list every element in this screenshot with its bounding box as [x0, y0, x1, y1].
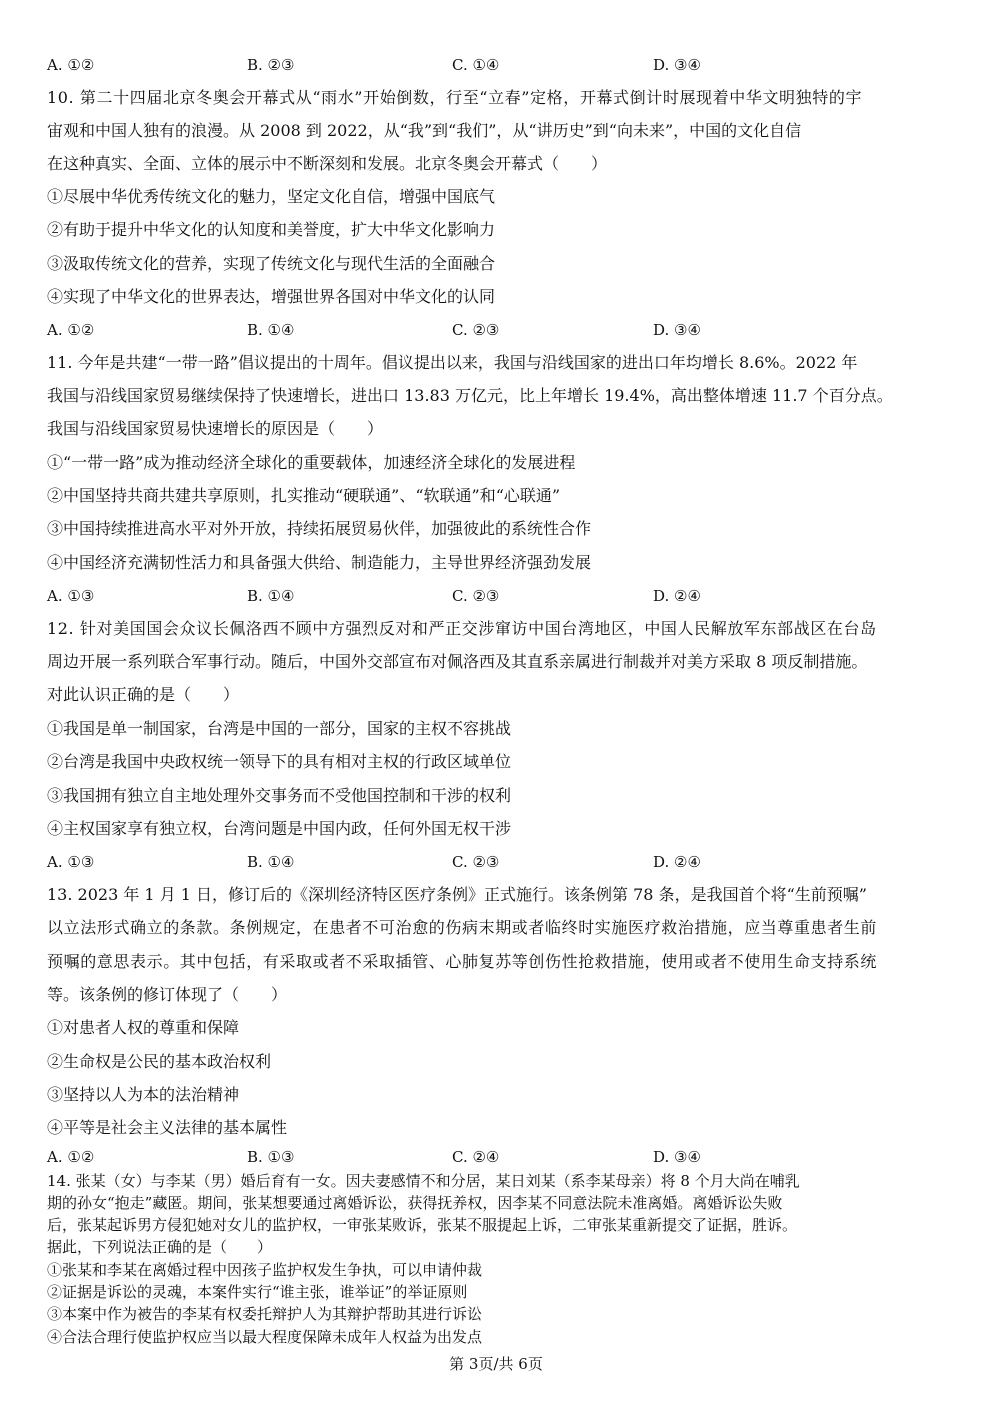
- q13-option-b: B. ①③: [247, 1148, 295, 1166]
- q10-statement-2: ②有助于提升中华文化的认知度和美誉度，扩大中华文化影响力: [47, 220, 496, 239]
- q11-stem-line-3: 我国与沿线国家贸易快速增长的原因是（ ）: [47, 419, 384, 438]
- q13-stem-line-1: 13. 2023 年 1 月 1 日，修订后的《深圳经济特区医疗条例》正式施行。该条例第 78 条，是我国首个将“生前预嘱”: [47, 885, 867, 904]
- q9-option-a: A. ①②: [47, 56, 95, 74]
- q10-statement-3: ③汲取传统文化的营养，实现了传统文化与现代生活的全面融合: [47, 254, 496, 273]
- q11-statement-4: ④中国经济充满韧性活力和具备强大供给、制造能力，主导世界经济强劲发展: [47, 553, 592, 572]
- q13-statement-3: ③坚持以人为本的法治精神: [47, 1085, 240, 1104]
- q13-statement-4: ④平等是社会主义法律的基本属性: [47, 1118, 288, 1137]
- q14-statement-3: ③本案中作为被告的李某有权委托辩护人为其辩护帮助其进行诉讼: [47, 1305, 483, 1323]
- q9-option-d: D. ③④: [653, 56, 701, 74]
- q13-option-a: A. ①②: [47, 1148, 95, 1166]
- q11-statement-3: ③中国持续推进高水平对外开放，持续拓展贸易伙伴，加强彼此的系统性合作: [47, 519, 592, 538]
- q10-option-a: A. ①②: [47, 321, 95, 339]
- q10-options: [47, 320, 947, 340]
- q10-option-b: B. ①④: [247, 321, 295, 339]
- q14-stem-line-1: 14. 张某（女）与李某（男）婚后育有一女。因夫妻感情不和分居，某日刘某（系李某母亲）将 8 个月大尚在哺乳: [47, 1172, 800, 1190]
- q11-option-d: D. ②④: [653, 587, 701, 605]
- q11-stem-line-2: 我国与沿线国家贸易继续保持了快速增长，进出口 13.83 万亿元，比上年增长 19.4%，高出整体增速 11.7 个百分点。: [47, 386, 893, 405]
- q10-stem-line-3: 在这种真实、全面、立体的展示中不断深刻和发展。北京冬奥会开幕式（ ）: [47, 154, 608, 173]
- q12-stem-line-2: 周边开展一系列联合军事行动。随后，中国外交部宣布对佩洛西及其直系亲属进行制裁并对美方采取 8 项反制措施。: [47, 652, 868, 671]
- q9-options: [47, 55, 947, 75]
- q12-option-a: A. ①③: [47, 853, 95, 871]
- q13-options: [47, 1147, 947, 1167]
- q14-stem-line-3: 后，张某起诉男方侵犯她对女儿的监护权，一审张某败诉，张某不服提起上诉，二审张某重新提交了证据，胜诉。: [47, 1216, 798, 1234]
- q12-statement-1: ①我国是单一制国家，台湾是中国的一部分，国家的主权不容挑战: [47, 719, 512, 738]
- q13-stem-line-4: 等。该条例的修订体现了（ ）: [47, 985, 288, 1004]
- q10-stem-line-1: 10. 第二十四届北京冬奥会开幕式从“雨水”开始倒数，行至“立春”定格，开幕式倒计时展现着中华文明独特的宇: [47, 88, 863, 107]
- q10-option-c: C. ②③: [452, 321, 500, 339]
- q13-stem-line-3: 预嘱的意思表示。其中包括，有采取或者不采取插管、心肺复苏等创伤性抢救措施，使用或者不使用生命支持系统: [47, 952, 878, 971]
- q14-stem-line-2: 期的孙女“抱走”藏匿。期间，张某想要通过离婚诉讼，获得抚养权，因李某不同意法院未准离婚。离婚诉讼失败: [47, 1194, 783, 1212]
- q10-stem-line-2: 宙观和中国人独有的浪漫。从 2008 到 2022，从“我”到“我们”，从“讲历史”到“向未来”，中国的文化自信: [47, 121, 802, 140]
- q12-stem-line-3: 对此认识正确的是（ ）: [47, 685, 240, 704]
- q11-option-a: A. ①③: [47, 587, 95, 605]
- q14-statement-1: ①张某和李某在离婚过程中因孩子监护权发生争执，可以申请仲裁: [47, 1261, 483, 1279]
- q13-stem-line-2: 以立法形式确立的条款。条例规定，在患者不可治愈的伤病末期或者临终时实施医疗救治措施，应当尊重患者生前: [47, 918, 878, 937]
- q14-statement-2: ②证据是诉讼的灵魂，本案件实行“谁主张，谁举证”的举证原则: [47, 1283, 468, 1301]
- q13-statement-2: ②生命权是公民的基本政治权利: [47, 1052, 272, 1071]
- q12-options: [47, 852, 947, 872]
- q10-statement-1: ①尽展中华优秀传统文化的魅力，坚定文化自信，增强中国底气: [47, 187, 496, 206]
- q11-stem-line-1: 11. 今年是共建“一带一路”倡议提出的十周年。倡议提出以来，我国与沿线国家的进出口年均增长 8.6%。2022 年: [47, 353, 858, 372]
- q9-option-b: B. ②③: [247, 56, 295, 74]
- q12-option-c: C. ②③: [452, 853, 500, 871]
- page-number-footer: 第 3页/共 6页: [449, 1355, 543, 1373]
- q13-option-c: C. ②④: [452, 1148, 500, 1166]
- q12-statement-3: ③我国拥有独立自主地处理外交事务而不受他国控制和干涉的权利: [47, 786, 512, 805]
- q12-stem-line-1: 12. 针对美国国会众议长佩洛西不顾中方强烈反对和严正交涉窜访中国台湾地区，中国人民解放军东部战区在台岛: [47, 619, 877, 638]
- q13-statement-1: ①对患者人权的尊重和保障: [47, 1018, 240, 1037]
- q10-option-d: D. ③④: [653, 321, 701, 339]
- q10-statement-4: ④实现了中华文化的世界表达，增强世界各国对中华文化的认同: [47, 287, 496, 306]
- q12-option-d: D. ②④: [653, 853, 701, 871]
- q12-statement-2: ②台湾是我国中央政权统一领导下的具有相对主权的行政区域单位: [47, 752, 512, 771]
- q12-option-b: B. ①④: [247, 853, 295, 871]
- q11-options: [47, 586, 947, 606]
- q11-statement-1: ①“一带一路”成为推动经济全球化的重要载体，加速经济全球化的发展进程: [47, 453, 576, 472]
- q13-option-d: D. ③④: [653, 1148, 701, 1166]
- q11-option-b: B. ①④: [247, 587, 295, 605]
- q9-option-c: C. ①④: [452, 56, 500, 74]
- q11-statement-2: ②中国坚持共商共建共享原则，扎实推动“硬联通”、“软联通”和“心联通”: [47, 486, 561, 505]
- q12-statement-4: ④主权国家享有独立权，台湾问题是中国内政，任何外国无权干涉: [47, 819, 512, 838]
- q14-statement-4: ④合法合理行使监护权应当以最大程度保障未成年人权益为出发点: [47, 1328, 483, 1346]
- q14-stem-line-4: 据此，下列说法正确的是（ ）: [47, 1238, 273, 1256]
- q11-option-c: C. ②③: [452, 587, 500, 605]
